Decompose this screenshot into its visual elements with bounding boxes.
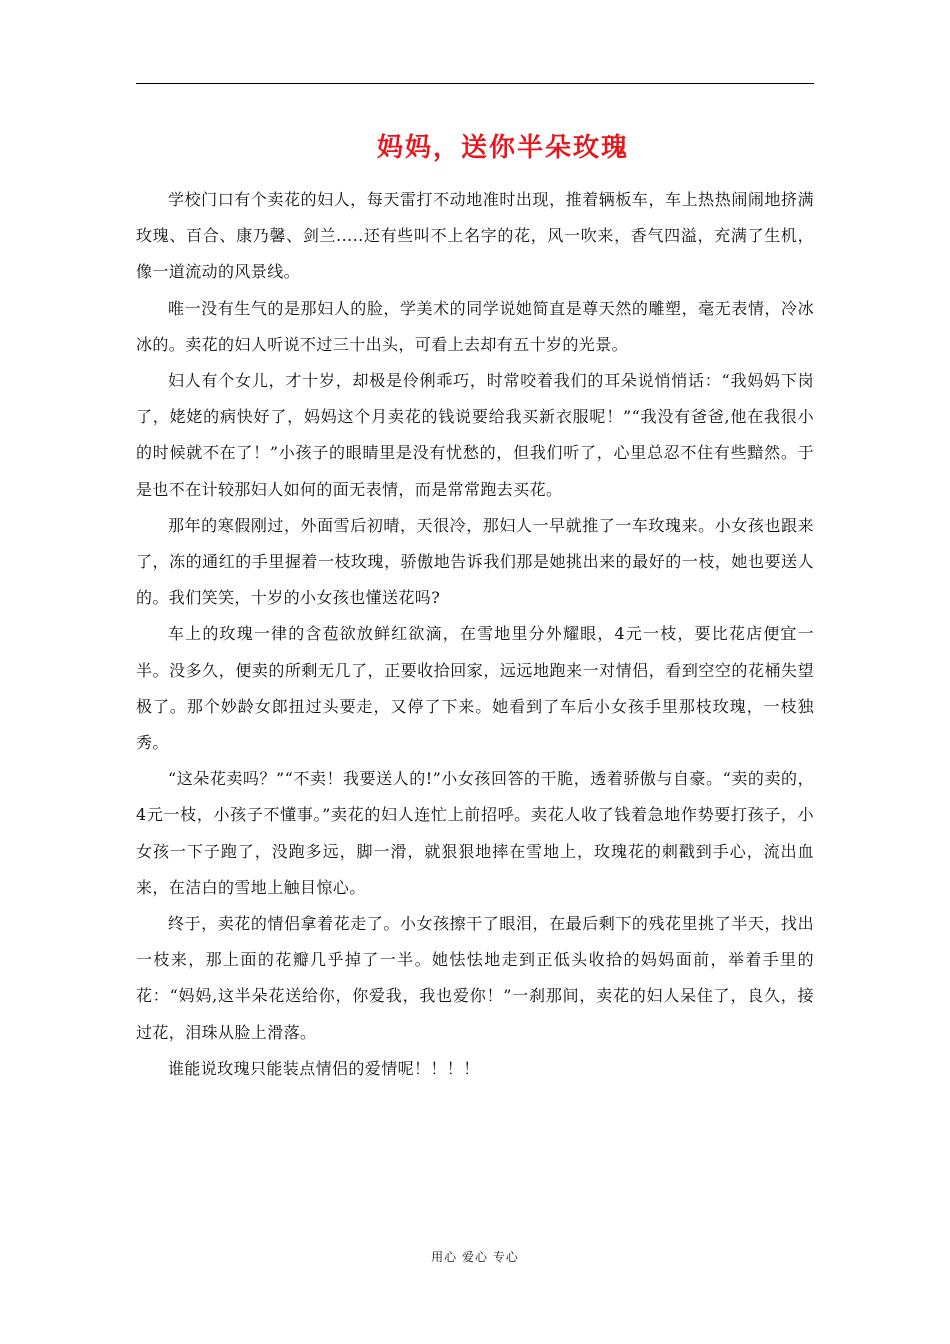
header-rule: [136, 83, 814, 84]
paragraph-1: 学校门口有个卖花的妇人，每天雷打不动地准时出现，推着辆板车，车上热热闹闹地挤满玫瑰、百合、康乃馨、剑兰.....还有些叫不上名字的花，风一吹来，香气四溢，充满了生机，像一道流动的风景线。: [136, 190, 814, 282]
paragraph-7: 终于，卖花的情侣拿着花走了。小女孩擦干了眼泪，在最后剩下的残花里挑了半天，找出一枝来，那上面的花瓣几乎掉了一半。她怯怯地走到正低头收拾的妈妈面前，举着手里的花：“妈妈,这半朵花送给你，你爱我，我也爱你！”一刹那间，卖花的妇人呆住了，良久，接过花，泪珠从脸上滑落。: [136, 914, 814, 1042]
paragraph-4: 那年的寒假刚过，外面雪后初晴，天很冷，那妇人一早就推了一车玫瑰来。小女孩也跟来了，冻的通红的手里握着一枝玫瑰，骄傲地告诉我们那是她挑出来的最好的一枝，她也要送人的。我们笑笑，十岁的小女孩也懂送花吗?: [136, 515, 814, 608]
paragraph-5: 车上的玫瑰一律的含苞欲放鲜红欲滴，在雪地里分外耀眼，4元一枝，要比花店便宜一半。没多久，便卖的所剩无几了，正要收拾回家，远远地跑来一对情侣，看到空空的花桶失望极了。那个妙龄女郎扭过头要走，又停了下来。她看到了车后小女孩手里那枝玫瑰，一枝独秀。: [136, 624, 814, 753]
document-title: 妈妈，送你半朵玫瑰: [376, 133, 629, 163]
paragraph-6: “这朵花卖吗？”“不卖！我要送人的!”小女孩回答的干脆，透着骄傲与自豪。“卖的卖的，4元一枝，小孩子不懂事。”卖花的妇人连忙上前招呼。卖花人收了钱着急地作势要打孩子，小女孩一下子跑了，没跑多远，脚一滑，就狠狠地摔在雪地上，玫瑰花的刺戳到手心，流出血来，在洁白的雪地上触目惊心。: [136, 769, 814, 897]
paragraph-3: 妇人有个女儿，才十岁，却极是伶俐乖巧，时常咬着我们的耳朵说悄悄话：“我妈妈下岗了，姥姥的病快好了，妈妈这个月卖花的钱说要给我买新衣服呢！”“我没有爸爸,他在我很小的时候就不在了！”小孩子的眼睛里是没有忧愁的，但我们听了，心里总忍不住有些黯然。于是也不在计较那妇人如何的面无表情，而是常常跑去买花。: [136, 371, 814, 499]
page-footer: 用心 爱心 专心: [431, 1250, 519, 1264]
paragraph-8: 谁能说玫瑰只能装点情侣的爱情呢！！！！: [168, 1058, 480, 1078]
paragraph-2: 唯一没有生气的是那妇人的脸，学美术的同学说她简直是尊天然的雕塑，毫无表情，冷冰冰的。卖花的妇人听说不过三十出头，可看上去却有五十岁的光景。: [136, 298, 814, 354]
document-body: [136, 182, 814, 1087]
